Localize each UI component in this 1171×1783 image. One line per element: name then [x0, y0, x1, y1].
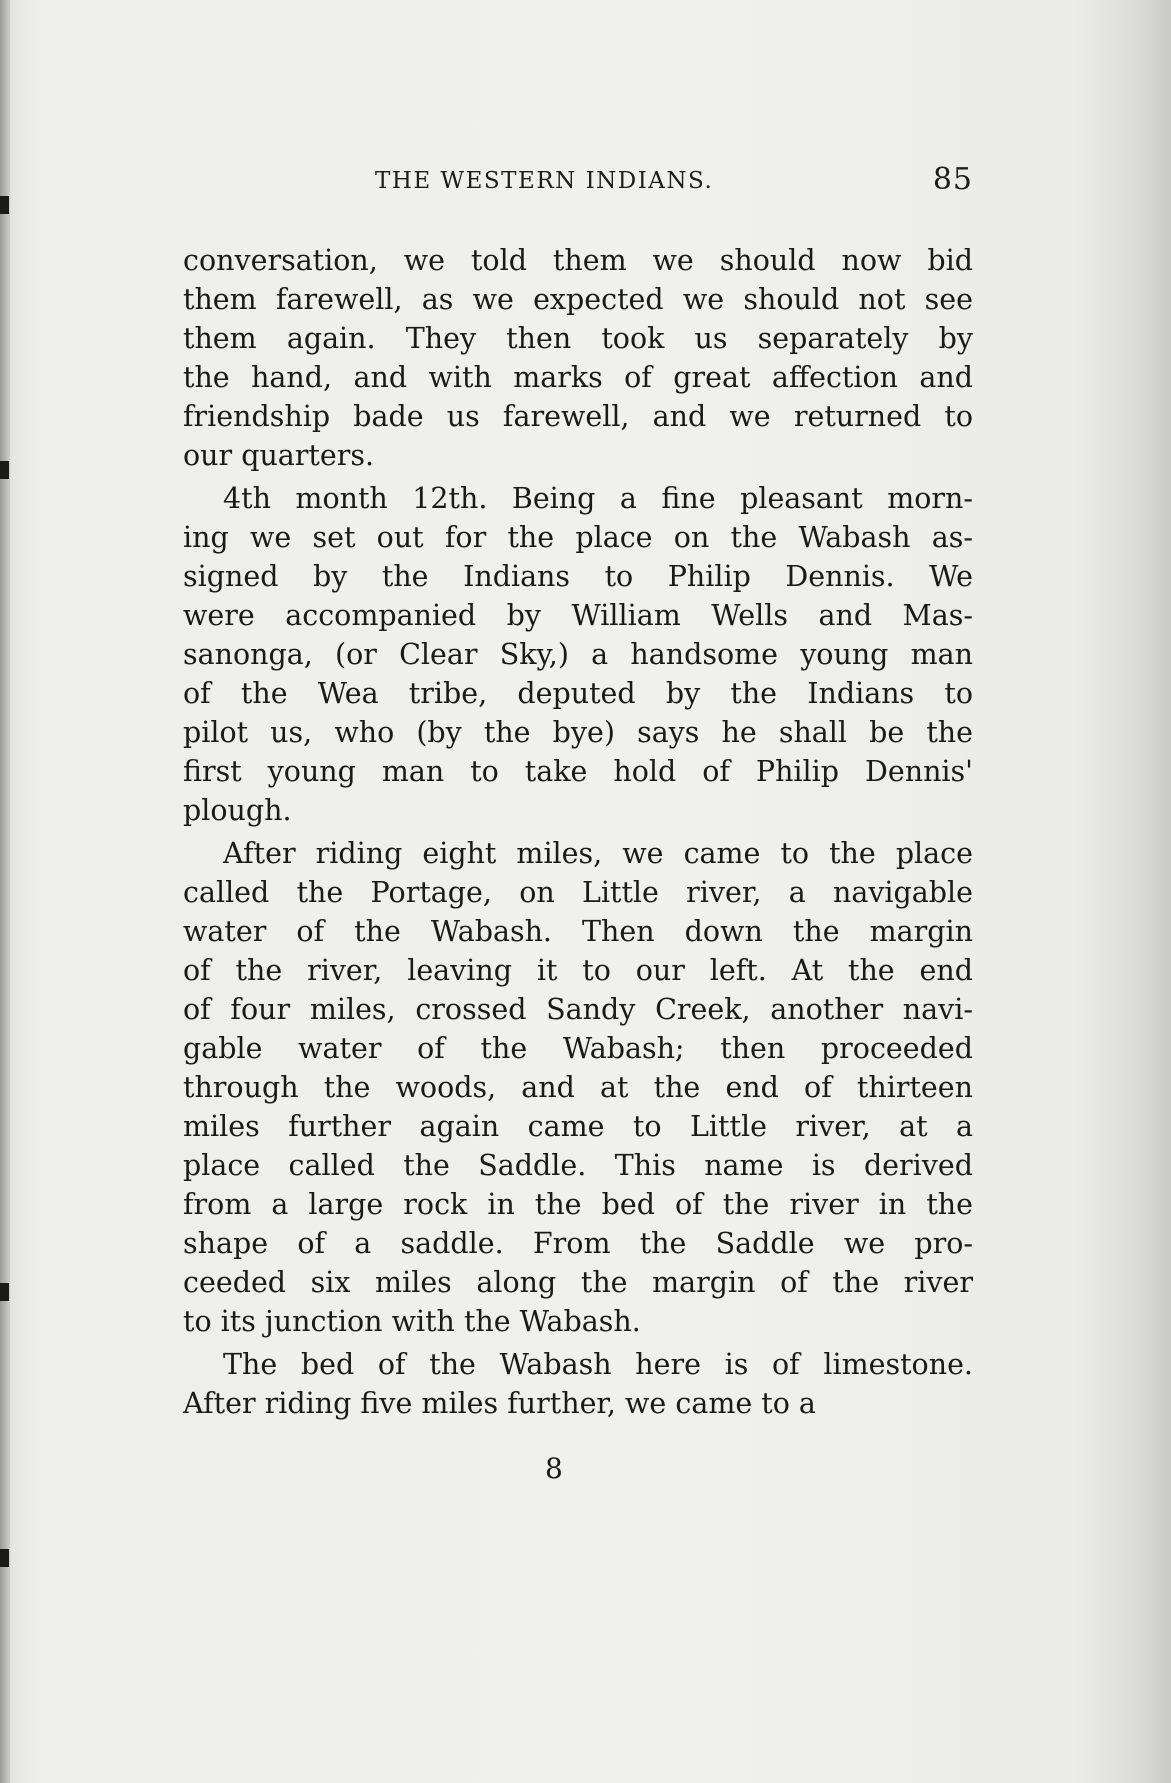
signature-mark: 8	[545, 1452, 563, 1485]
text-line: of the river, leaving it to our left. At the end	[183, 954, 973, 987]
page-binding-edge	[0, 0, 10, 1783]
text-line: first young man to take hold of Philip Dennis'	[183, 755, 973, 788]
text-line: water of the Wabash. Then down the margin	[183, 915, 973, 948]
text-line: ing we set out for the place on the Wabash as-	[183, 521, 973, 554]
paragraph	[183, 479, 973, 830]
text-line: place called the Saddle. This name is derived	[183, 1149, 973, 1182]
text-line: plough.	[183, 794, 292, 827]
page-header	[185, 162, 973, 202]
edge-mark	[0, 1283, 9, 1301]
paragraph	[183, 241, 973, 475]
edge-mark	[0, 461, 9, 479]
text-line: pilot us, who (by the bye) says he shall be the	[183, 716, 973, 749]
text-line: ceeded six miles along the margin of the river	[183, 1266, 973, 1299]
text-line: sanonga, (or Clear Sky,) a handsome young man	[183, 638, 973, 671]
text-line: gable water of the Wabash; then proceeded	[183, 1032, 973, 1065]
text-line: After riding eight miles, we came to the place	[223, 837, 973, 870]
paragraph	[183, 834, 973, 1341]
text-line: of the Wea tribe, deputed by the Indians to	[183, 677, 973, 710]
text-line: After riding five miles further, we came to a	[183, 1387, 816, 1420]
text-line: called the Portage, on Little river, a navigable	[183, 876, 973, 909]
body-text	[183, 241, 973, 1423]
text-line: signed by the Indians to Philip Dennis. We	[183, 560, 973, 593]
text-line: The bed of the Wabash here is of limestone.	[223, 1348, 973, 1381]
paragraph	[183, 1345, 973, 1423]
page-number: 85	[932, 162, 973, 197]
edge-mark	[0, 196, 9, 214]
text-line: them farewell, as we expected we should not see	[183, 283, 973, 316]
text-line: of four miles, crossed Sandy Creek, another navi-	[183, 993, 973, 1026]
edge-mark	[0, 1549, 9, 1567]
text-line: through the woods, and at the end of thirteen	[183, 1071, 973, 1104]
text-line: to its junction with the Wabash.	[183, 1305, 641, 1338]
text-line: conversation, we told them we should now bid	[183, 244, 973, 277]
text-line: miles further again came to Little river, at a	[183, 1110, 973, 1143]
text-line: our quarters.	[183, 439, 375, 472]
text-line: 4th month 12th. Being a fine pleasant morn-	[223, 482, 973, 515]
text-line: the hand, and with marks of great affection and	[183, 361, 973, 394]
text-line: them again. They then took us separately by	[183, 322, 973, 355]
text-line: friendship bade us farewell, and we returned to	[183, 400, 973, 433]
text-line: were accompanied by William Wells and Mas-	[183, 599, 973, 632]
text-line: from a large rock in the bed of the river in the	[183, 1188, 973, 1221]
text-line: shape of a saddle. From the Saddle we pro-	[183, 1227, 973, 1260]
running-title: THE WESTERN INDIANS.	[375, 168, 714, 194]
